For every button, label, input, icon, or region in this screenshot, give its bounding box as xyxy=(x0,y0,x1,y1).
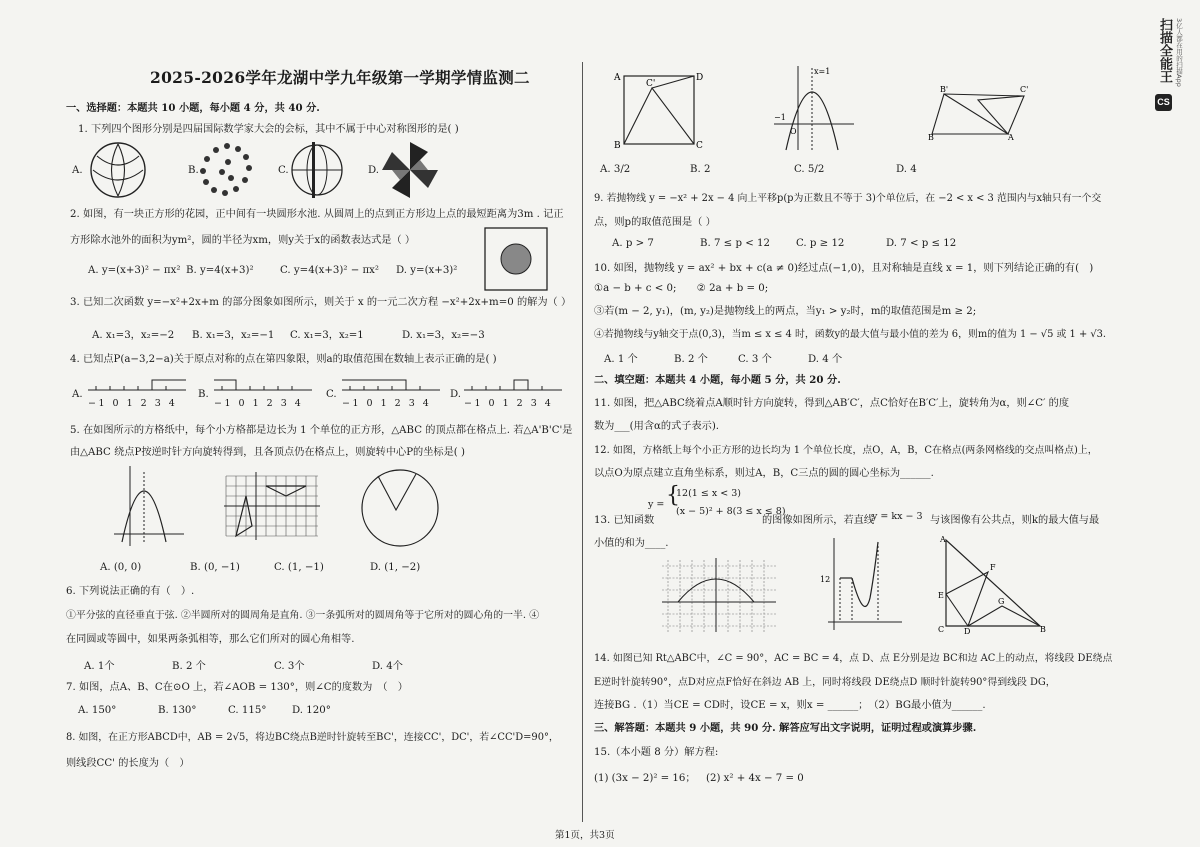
svg-text:C: C xyxy=(696,141,703,151)
q1-logo-a xyxy=(85,140,151,200)
q7-opt-a: A. 150° xyxy=(78,705,117,716)
q10-statement-1: ①a − b + c < 0; ② 2a + b = 0; xyxy=(594,283,769,294)
q10-opt-a: A. 1 个 xyxy=(604,354,638,365)
svg-text:E: E xyxy=(938,591,944,600)
q4-ticks-b: −1 0 1 2 3 4 xyxy=(214,398,304,409)
q1-opt-d: D. xyxy=(368,165,380,176)
q6-opt-a: A. 1个 xyxy=(84,661,115,672)
q7-opt-c: C. 115° xyxy=(228,705,267,716)
q5-opt-c: C. (1, −1) xyxy=(274,562,324,573)
svg-text:B: B xyxy=(928,133,934,142)
q13-text-suffix: 与该图像有公共点，则k的最大值与最 xyxy=(930,515,1100,526)
q2-opt-a: A. y=(x+3)² − πx² xyxy=(88,265,181,276)
q4-ticks-d: −1 0 1 2 3 4 xyxy=(464,398,554,409)
q13-function-figure xyxy=(818,536,904,632)
q2-text-line1: 2. 如图，有一块正方形的花园，正中间有一块圆形水池. 从圆周上的点到正方形边上点的最短距离为3m . 记正 xyxy=(70,209,564,220)
svg-text:A: A xyxy=(1008,133,1014,142)
q3-opt-d: D. x₁=3，x₂=−3 xyxy=(402,330,485,341)
q6-text: 6. 下列说法正确的有（ ）. xyxy=(66,586,195,597)
q11-text-line1: 11. 如图，把△ABC绕着点A顺时针方向旋转，得到△AB′C′，点C恰好在B′C′上，旋转角为α，则∠C′ 的度 xyxy=(594,398,1070,409)
q10-text: 10. 如图，抛物线 y = ax² + bx + c(a ≠ 0)经过点(−1,0)，且对称轴是直线 x = 1，则下列结论正确的有( ) xyxy=(594,263,1094,274)
q2-opt-d: D. y=(x+3)² xyxy=(396,265,458,276)
q4-opt-c: C. xyxy=(326,389,337,400)
svg-text:B: B xyxy=(1040,625,1046,634)
svg-text:D: D xyxy=(696,73,704,83)
q4-numberline-c xyxy=(340,376,442,396)
q9-opt-a: A. p > 7 xyxy=(612,238,654,249)
q6-opt-d: D. 4个 xyxy=(372,661,403,672)
q8-opt-c: C. 5/2 xyxy=(794,164,825,175)
q13-case1: 12(1 ≤ x < 3) xyxy=(676,488,741,499)
q8-text-line2: 则线段CC' 的长度为（ ） xyxy=(66,758,190,769)
svg-text:A: A xyxy=(940,535,946,544)
scanner-slogan: 3亿人都在用的扫描App xyxy=(1175,18,1183,87)
camscanner-logo-icon: CS xyxy=(1155,94,1172,111)
svg-text:B: B xyxy=(614,141,621,151)
page-footer: 第1页，共3页 xyxy=(555,830,615,841)
q4-opt-d: D. xyxy=(450,389,462,400)
q14-text-line2: E逆时针旋转90°，点D对应点F恰好在斜边 AB 上，同时将线段 DE绕点D 顺时针旋转90°得到线段 DG， xyxy=(594,677,1056,688)
q1-logo-b xyxy=(198,140,256,200)
q13-text-line2: 小值的和为____. xyxy=(594,538,669,549)
q3-opt-a: A. x₁=3，x₂=−2 xyxy=(92,330,175,341)
q13-brace: { xyxy=(666,483,680,508)
q5-circle-figure xyxy=(360,466,442,548)
q1-opt-c: C. xyxy=(278,165,289,176)
q5-grid-figure xyxy=(222,470,322,542)
section-3-heading: 三、解答题：本题共 9 小题，共 90 分. 解答应写出文字说明，证明过程或演算步骤. xyxy=(594,722,977,734)
q7-text: 7. 如图，点A、B、C在⊙O 上，若∠AOB = 130°，则∠C的度数为 （ ） xyxy=(66,682,408,693)
q3-text: 3. 已知二次函数 y=−x²+2x+m 的部分图象如图所示，则关于 x 的一元二次方程 −x²+2x+m=0 的解为（ ） xyxy=(70,297,572,308)
q5-text-line2: 由△ABC 绕点P按逆时针方向旋转得到，且各顶点仍在格点上，则旋转中心P的坐标是( ) xyxy=(70,447,465,458)
q13-text-prefix: 13. 已知函数 xyxy=(594,515,655,526)
q10-opt-d: D. 4 个 xyxy=(808,354,843,365)
svg-text:C: C xyxy=(938,625,945,634)
svg-text:O: O xyxy=(790,127,797,136)
q3-opt-b: B. x₁=3，x₂=−1 xyxy=(192,330,275,341)
q10-statement-4: ④若抛物线与y轴交于点(0,3)，当m ≤ x ≤ 4 时，函数y的最大值与最小值的差为 6，则m的值为 1 − √5 或 1 + √3. xyxy=(594,329,1107,340)
q10-opt-c: C. 3 个 xyxy=(738,354,772,365)
q7-opt-d: D. 120° xyxy=(292,705,331,716)
q8-text-line1: 8. 如图，在正方形ABCD中，AB = 2√5，将边BC绕点B逆时针旋转至BC'，连接CC'，DC'，若∠CC'D=90°， xyxy=(66,732,559,743)
q9-opt-b: B. 7 ≤ p < 12 xyxy=(700,238,770,249)
q13-text-mid: 的图像如图所示，若直线 xyxy=(762,515,875,526)
q8-opt-b: B. 2 xyxy=(690,164,711,175)
q12-text-line1: 12. 如图，方格纸上每个小正方形的边长均为 1 个单位长度，点O，A，B，C在格点(两条网格线的交点叫格点)上， xyxy=(594,445,1098,456)
exam-title: 2025-2026学年龙湖中学九年级第一学期学情监测二 xyxy=(150,68,530,87)
q5-opt-a: A. (0, 0) xyxy=(100,562,142,573)
svg-text:A: A xyxy=(614,73,621,83)
q1-text: 1. 下列四个图形分别是四届国际数学家大会的会标，其中不属于中心对称图形的是( ) xyxy=(78,124,459,135)
q10-parabola-figure xyxy=(768,62,860,152)
q6-opt-b: B. 2 个 xyxy=(172,661,206,672)
svg-text:12: 12 xyxy=(820,575,831,584)
q7-opt-b: B. 130° xyxy=(158,705,197,716)
q10-statement-3: ③若(m − 2, y₁)，(m, y₂)是抛物线上的两点，当y₁ > y₂时，m的取值范围是m ≥ 2; xyxy=(594,306,977,317)
q8-square-figure xyxy=(612,70,706,150)
q3-opt-c: C. x₁=3，x₂=1 xyxy=(290,330,364,341)
section-1-heading: 一、选择题：本题共 10 小题，每小题 4 分，共 40 分. xyxy=(66,102,320,114)
q1-opt-a: A. xyxy=(72,165,83,176)
q4-ticks-a: −1 0 1 2 3 4 xyxy=(88,398,178,409)
q5-opt-b: B. (0, −1) xyxy=(190,562,240,573)
q1-opt-b: B. xyxy=(188,165,199,176)
q4-opt-b: B. xyxy=(198,389,209,400)
q9-text-line1: 9. 若抛物线 y = −x² + 2x − 4 向上平移p(p为正数且不等于 3)个单位后，在 −2 < x < 3 范围内与x轴只有一个交 xyxy=(594,193,1102,204)
q15-title: 15.（本小题 8 分）解方程: xyxy=(594,747,719,758)
q5-text-line1: 5. 在如图所示的方格纸中，每个小方格都是边长为 1 个单位的正方形，△ABC 的顶点都在格点上. 若△A'B'C'是 xyxy=(70,425,573,436)
svg-text:x=1: x=1 xyxy=(814,67,831,76)
q14-text-line1: 14. 如图已知 Rt△ABC中，∠C = 90°，AC = BC = 4，点 D、点 E分别是边 BC和边 AC上的动点，将线段 DE绕点 xyxy=(594,653,1113,664)
q8-opt-a: A. 3/2 xyxy=(600,164,631,175)
q6-opt-c: C. 3个 xyxy=(274,661,305,672)
scanner-name: 扫描全能王 xyxy=(1157,18,1172,83)
svg-text:−1: −1 xyxy=(774,113,786,122)
q4-ticks-c: −1 0 1 2 3 4 xyxy=(342,398,432,409)
q5-parabola-figure xyxy=(108,462,188,548)
column-divider xyxy=(582,62,583,822)
q2-opt-b: B. y=4(x+3)² xyxy=(186,265,254,276)
svg-text:C': C' xyxy=(1020,85,1029,94)
q4-numberline-d xyxy=(462,376,564,396)
q6-statement-line1: ①平分弦的直径垂直于弦. ②半圆所对的圆周角是直角. ③一条弧所对的圆周角等于它所对的圆心角的一半. ④ xyxy=(66,610,540,621)
scanner-watermark xyxy=(1151,14,1191,144)
q1-logo-c xyxy=(290,140,346,200)
q14-text-line3: 连接BG .（1）当CE = CD时，设CE = x，则x = ______； （2）BG最小值为______. xyxy=(594,700,986,711)
q9-text-line2: 点，则p的取值范围是（ ） xyxy=(594,217,716,228)
q4-numberline-b xyxy=(212,376,314,396)
section-2-heading: 二、填空题：本题共 4 小题，每小题 5 分，共 20 分. xyxy=(594,374,841,386)
q2-text-line2: 方形除水池外的面积为ym²，圆的半径为xm，则y关于x的函数表达式是（ ） xyxy=(70,235,416,246)
q14-triangle-figure xyxy=(938,536,1048,634)
q2-garden-figure xyxy=(484,227,548,291)
q9-opt-c: C. p ≥ 12 xyxy=(796,238,845,249)
q12-grid-figure xyxy=(660,556,778,636)
q15-part-1: (1) (3x − 2)² = 16； xyxy=(594,773,696,784)
q13-line-eq: y = kx − 3 xyxy=(872,511,923,522)
q13-func-y: y = xyxy=(648,499,665,510)
svg-text:G: G xyxy=(998,597,1005,606)
q6-statement-line2: 在同圆或等圆中，如果两条弧相等，那么它们所对的圆心角相等. xyxy=(66,634,355,645)
q2-opt-c: C. y=4(x+3)² − πx² xyxy=(280,265,380,276)
q1-logo-d xyxy=(380,140,440,200)
q4-opt-a: A. xyxy=(72,389,83,400)
q13-case2: (x − 5)² + 8(3 ≤ x ≤ 8) xyxy=(676,506,786,517)
q5-opt-d: D. (1, −2) xyxy=(370,562,421,573)
q15-part-2: (2) x² + 4x − 7 = 0 xyxy=(706,773,804,784)
svg-text:C': C' xyxy=(646,79,656,89)
q8-opt-d: D. 4 xyxy=(896,164,917,175)
q4-numberline-a xyxy=(86,376,188,396)
q12-text-line2: 以点O为原点建立直角坐标系，则过A，B，C三点的圆的圆心坐标为______. xyxy=(594,468,934,479)
svg-text:D: D xyxy=(964,627,971,636)
q4-text: 4. 已知点P(a−3,2−a)关于原点对称的点在第四象限，则a的取值范围在数轴上表示正确的是( ) xyxy=(70,354,497,365)
q9-opt-d: D. 7 < p ≤ 12 xyxy=(886,238,957,249)
q11-rotation-figure xyxy=(928,84,1038,140)
svg-text:B': B' xyxy=(940,85,949,94)
svg-text:F: F xyxy=(990,563,996,572)
q11-text-line2: 数为___(用含α的式子表示). xyxy=(594,421,720,432)
q10-opt-b: B. 2 个 xyxy=(674,354,708,365)
